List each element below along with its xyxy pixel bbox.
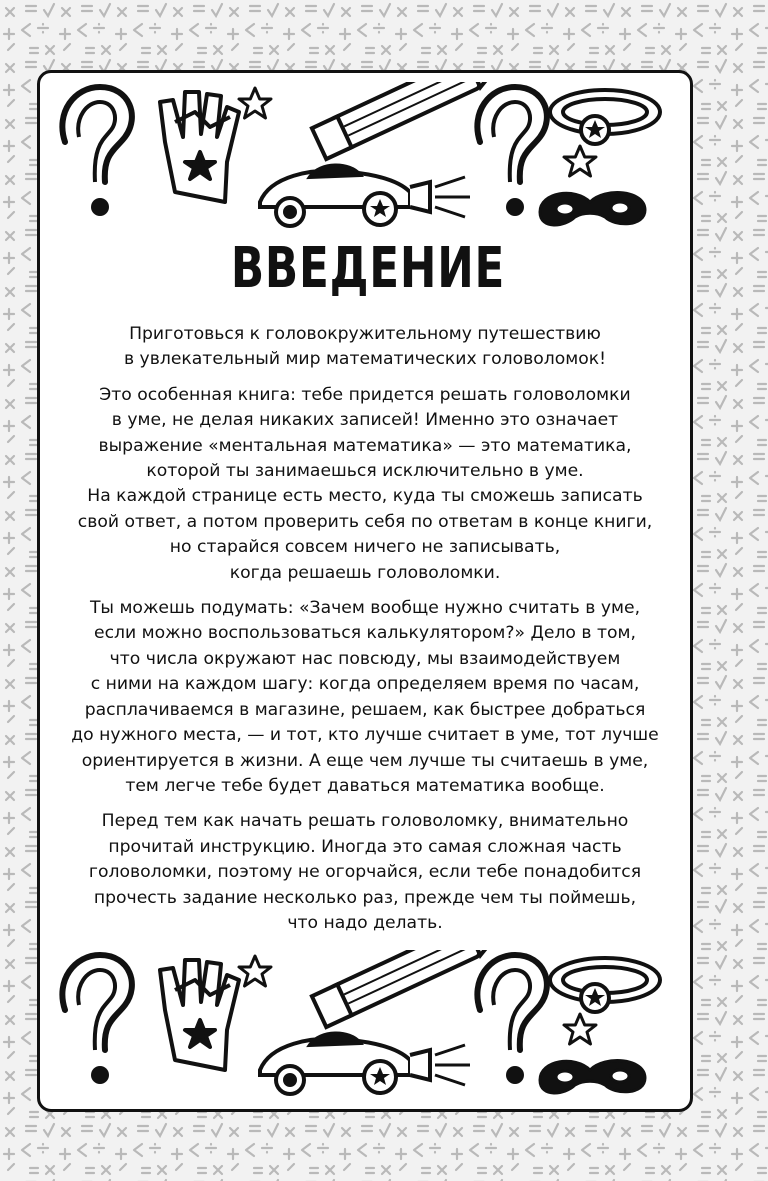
star-icon <box>239 88 271 118</box>
question-mark-icon <box>62 87 132 216</box>
doodle-row-bottom <box>55 950 675 1100</box>
star-icon <box>564 1014 596 1044</box>
star-icon <box>239 956 271 986</box>
ring-icon <box>550 958 660 1012</box>
page-title: ВВЕДЕНИЕ <box>230 236 506 301</box>
question-mark-icon <box>477 955 547 1084</box>
paragraph-1: Приготовься к головокружительному путешествию в увлекательный мир математических головоломок! <box>123 324 607 370</box>
rocket-car-icon <box>260 165 470 226</box>
question-mark-icon <box>477 87 547 216</box>
paragraph-3: Ты можешь подумать: «Зачем вообще нужно считать в уме, если можно воспользоваться калькулятором?» Дело в том, что числа окружают нас повсюду, мы взаимодействуем с ними на каждом шагу: когда определяем время по часам, расплачиваемся в магазине, решаем, как быстрее добраться до нужного места, — и тот, кто лучше считает в уме, тот лучше ориентируется в жизни. А еще чем лучше ты считаешь в уме, тем легче тебе будет даваться математика вообще. <box>71 598 659 796</box>
paragraph-4: Перед тем как начать решать головоломку, внимательно прочитай инструкцию. Иногда это самая сложная часть головоломки, поэтому не огорчайся, если тебе понадобится прочесть задание несколько раз, прежде чем ты поймешь, что надо делать. <box>88 811 642 933</box>
ring-icon <box>550 90 660 144</box>
mask-icon <box>540 193 645 225</box>
doodle-row-top <box>55 82 675 232</box>
paragraph-2: Это особенная книга: тебе придется решать головоломки в уме, не делая никаких записей! Именно это означает выражение «ментальная математика» — это математика, которой ты занимаешься исключительно в уме. На каждой странице есть место, куда ты сможешь записать свой ответ, а потом проверить себя по ответам в конце книги, но старайся совсем ничего не записывать, когда решаешь головоломки. <box>77 384 653 583</box>
question-mark-icon <box>62 955 132 1084</box>
rocket-car-icon <box>260 1033 470 1094</box>
intro-text <box>55 322 675 946</box>
mask-icon <box>540 1061 645 1093</box>
star-icon <box>564 146 596 176</box>
glove-icon <box>160 960 239 1070</box>
glove-icon <box>160 92 239 202</box>
